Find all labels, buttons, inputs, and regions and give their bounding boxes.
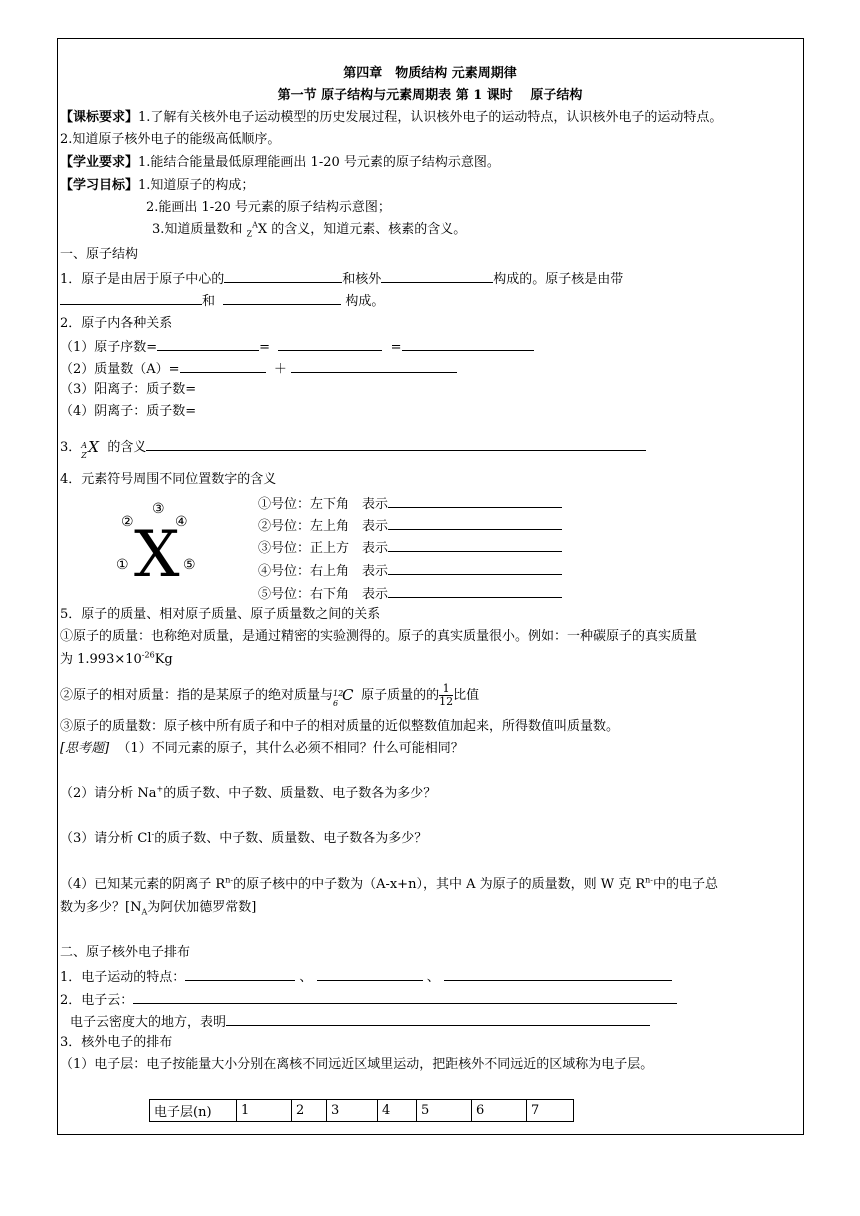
think-4b: 数为多少？[$N_A$为阿伏加德罗常数] (60, 900, 257, 917)
q2-heading: 2．原子内各种关系 (60, 316, 173, 331)
e3-heading: 3．核外电子的排布 (60, 1035, 173, 1050)
circle-4: ④ (175, 514, 188, 530)
blank-mass-1[interactable] (180, 359, 266, 373)
think-4a: （4）已知某元素的阴离子 $R^{n-}$的原子核中的中子数为（A-x+n），其中 A 为原子的质量数，则 W 克 $R^{n-}$中的电子总 (60, 875, 719, 892)
table-cell: 3 (327, 1100, 378, 1122)
goal-line-2: 2.能画出 1-20 号元素的原子结构示意图； (146, 200, 391, 215)
blank-e2[interactable] (133, 990, 677, 1004)
blank-proton[interactable] (60, 291, 202, 305)
blank-neutron[interactable] (223, 291, 341, 305)
blank-atomic-number-2[interactable] (278, 337, 382, 351)
blank-atomic-number-3[interactable] (402, 337, 534, 351)
q4-heading: 4．元素符号周围不同位置数字的含义 (60, 472, 277, 487)
blank-position-1[interactable] (388, 494, 562, 508)
q2-line-2: （2）质量数（A）= ＋ (60, 359, 457, 379)
table-cell: 4 (378, 1100, 417, 1122)
blank-e1-1[interactable] (185, 967, 295, 981)
q5-heading: 5．原子的质量、相对原子质量、原子质量数之间的关系 (60, 607, 381, 622)
table-cell: 7 (527, 1100, 574, 1122)
blank-mass-2[interactable] (291, 359, 457, 373)
q1-line-1: 1．原子是由居于原子中心的 和核外 构成的。原子核是由带 (60, 269, 623, 289)
part1-heading: 一、原子结构 (60, 247, 139, 262)
q2-line-4: （4）阴离子：质子数= (60, 404, 197, 419)
position-1: ①号位：左下角 表示 (258, 494, 562, 514)
q2-line-1: （1）原子序数= = = (60, 337, 534, 357)
curriculum-line-1: 【课标要求】1.了解有关核外电子运动模型的历史发展过程，认识核外电子的运动特点，认识核外电子的运动特点。 (60, 110, 723, 125)
chapter-title: 第四章 物质结构 元素周期律 (343, 66, 517, 81)
circle-1: ① (116, 557, 129, 573)
think-2: （2）请分析 Na+的质子数、中子数、质量数、电子数各为多少？ (60, 784, 437, 801)
think-1: [思考题] （1）不同元素的原子，其什么必须不相同？什么可能相同？ (60, 741, 464, 756)
element-symbol-x: X (134, 518, 180, 592)
e3-1-line: （1）电子层：电子按能量大小分别在离核不同远近区域里运动，把距核外不同远近的区域称为电子层。 (60, 1057, 654, 1072)
blank-e1-2[interactable] (317, 967, 423, 981)
table-header-cell: 电子层(n) (150, 1100, 237, 1122)
goal-line-1: 【学习目标】1.知道原子的构成； (60, 178, 255, 193)
table-cell: 2 (292, 1100, 327, 1122)
blank-nucleus[interactable] (224, 269, 342, 283)
circle-3: ③ (152, 501, 165, 517)
goal-line-3: 3.知道质量数和 $_Z^A$X 的含义，知道元素、核素的含义。 (152, 220, 467, 239)
q5-line-1b: 为 $1.993\times 10^{-26}Kg$ (60, 650, 173, 667)
blank-e2b[interactable] (226, 1012, 650, 1026)
isotope-notation: A Z X (81, 437, 99, 460)
study-requirement: 【学业要求】1.能结合能量最低原理能画出 1-20 号元素的原子结构示意图。 (60, 155, 500, 170)
position-4: ④号位：右上角 表示 (258, 561, 562, 581)
think-3: （3）请分析 Cl-的质子数、中子数、质量数、电子数各为多少？ (60, 829, 428, 846)
e2-line: 2．电子云： (60, 990, 677, 1010)
blank-e1-3[interactable] (444, 967, 672, 981)
q2-line-3: （3）阳离子：质子数= (60, 382, 197, 397)
electron-shell-table (149, 1099, 574, 1122)
blank-position-3[interactable] (388, 538, 562, 552)
e1-line: 1．电子运动的特点： 、 、 (60, 967, 672, 987)
section-title: 第一节 原子结构与元素周期表 第 1 课时 原子结构 (277, 88, 583, 103)
blank-position-4[interactable] (388, 561, 562, 575)
circle-2: ② (121, 514, 134, 530)
blank-position-5[interactable] (388, 584, 562, 598)
position-3: ③号位：正上方 表示 (258, 538, 562, 558)
position-2: ②号位：左上角 表示 (258, 516, 562, 536)
table-cell: 5 (417, 1100, 472, 1122)
e2b-line: 电子云密度大的地方，表明 (70, 1012, 650, 1032)
table-cell: 1 (237, 1100, 292, 1122)
table-cell: 6 (472, 1100, 527, 1122)
blank-q3[interactable] (146, 437, 646, 451)
part2-heading: 二、原子核外电子排布 (60, 945, 191, 960)
q3-line: 3． A Z X 的含义 (60, 437, 646, 457)
q5-line-3: ③原子的质量数：原子核中所有质子和中子的相对质量的近似整数值加起来，所得数值叫质量数。 (60, 719, 620, 734)
circle-5: ⑤ (183, 557, 196, 573)
blank-position-2[interactable] (388, 516, 562, 530)
q5-line-2: ②原子的相对质量：指的是某原子的绝对质量与 12 6 C 原子质量的的 $\frac{1}{12}$ 比值 (60, 682, 480, 708)
q5-line-1a: ①原子的质量：也称绝对质量，是通过精密的实验测得的。原子的真实质量很小。例如：一种碳原子的真实质量 (60, 629, 698, 644)
one-twelfth-fraction: $\frac{1}{12}$ (439, 682, 454, 708)
blank-atomic-number-1[interactable] (157, 337, 259, 351)
carbon-12-notation: 12 6 C (333, 685, 354, 708)
table-row (150, 1100, 574, 1122)
position-5: ⑤号位：右下角 表示 (258, 584, 562, 604)
blank-electrons[interactable] (381, 269, 493, 283)
q1-line-2: 和 构成。 (60, 291, 384, 311)
curriculum-line-2: 2.知道原子核外电子的能级高低顺序。 (60, 132, 281, 147)
